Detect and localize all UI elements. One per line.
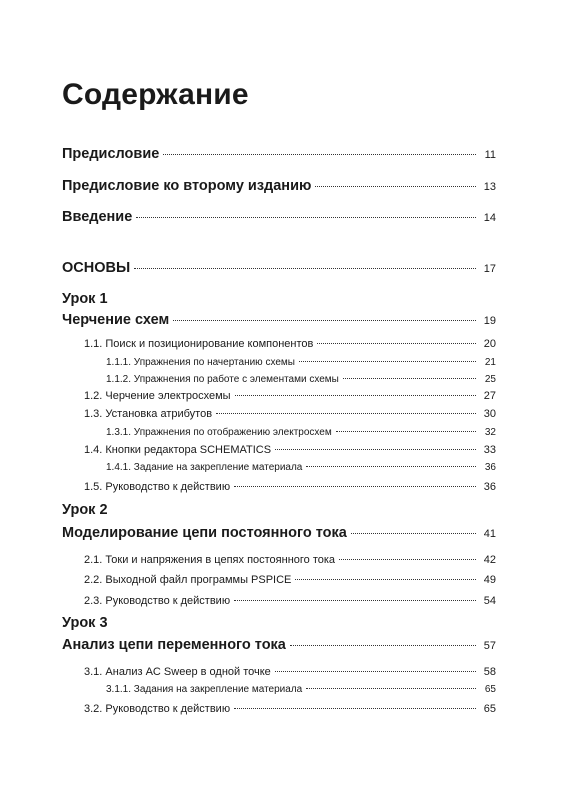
toc-entry-label: ОСНОВЫ <box>62 260 131 276</box>
toc-entry-label: 1.3.1. Упражнения по отображению электросхем <box>106 427 332 438</box>
toc-page-number: 65 <box>484 684 496 695</box>
toc-entry-label: 1.2. Черчение электросхемы <box>84 390 231 402</box>
toc-page-number: 32 <box>484 427 496 438</box>
toc-entry[interactable] <box>84 666 496 678</box>
toc-entry[interactable] <box>84 408 496 420</box>
toc-entry-label: 3.1.1. Задания на закрепление материала <box>106 684 303 695</box>
dot-leader <box>306 466 476 467</box>
toc-entry[interactable] <box>84 444 496 456</box>
dot-leader <box>235 395 476 396</box>
dot-leader <box>134 268 476 269</box>
dot-leader <box>136 217 476 218</box>
toc-page-number: 17 <box>483 263 496 275</box>
toc-entry[interactable] <box>106 427 496 438</box>
toc-entry-preface[interactable] <box>62 146 496 162</box>
dot-leader <box>290 645 476 646</box>
toc-page-number: 27 <box>483 390 496 402</box>
toc-entry[interactable] <box>84 338 496 350</box>
toc-entry[interactable] <box>106 374 496 385</box>
dot-leader <box>163 154 476 155</box>
toc-entry-lesson-title[interactable] <box>62 312 496 328</box>
dot-leader <box>234 486 476 487</box>
dot-leader <box>351 533 476 534</box>
dot-leader <box>275 449 476 450</box>
toc-page-number: 49 <box>483 574 496 586</box>
toc-entry-lesson-title[interactable] <box>62 525 496 541</box>
toc-page-number: 25 <box>484 374 496 385</box>
toc-entry-second-edition-preface[interactable] <box>62 178 496 194</box>
dot-leader <box>173 320 476 321</box>
toc-page-number: 58 <box>483 666 496 678</box>
toc-entry-label: Предисловие <box>62 146 160 162</box>
toc-page-number: 57 <box>483 640 496 652</box>
toc-entry-label: 1.4.1. Задание на закрепление материала <box>106 462 303 473</box>
toc-page-number: 20 <box>483 338 496 350</box>
dot-leader <box>216 413 476 414</box>
toc-page-number: 41 <box>483 528 496 540</box>
toc-entry[interactable] <box>84 390 496 402</box>
toc-page-number: 36 <box>484 462 496 473</box>
dot-leader <box>299 361 476 362</box>
toc-entry[interactable] <box>84 595 496 607</box>
toc-page-number: 36 <box>483 481 496 493</box>
toc-entry[interactable] <box>106 462 496 473</box>
toc-entry-introduction[interactable] <box>62 209 496 225</box>
toc-page-number: 42 <box>483 554 496 566</box>
lesson-heading: Урок 2 <box>62 502 108 518</box>
lesson-heading: Урок 3 <box>62 615 108 631</box>
dot-leader <box>317 343 476 344</box>
toc-entry[interactable] <box>84 481 496 493</box>
toc-page-number: 21 <box>484 357 496 368</box>
toc-entry-part-basics[interactable] <box>62 260 496 276</box>
toc-entry-label: 1.1.2. Упражнения по работе с элементами схемы <box>106 374 339 385</box>
page-title: Содержание <box>62 78 249 111</box>
toc-entry-lesson-title[interactable] <box>62 637 496 653</box>
toc-page-number: 11 <box>484 149 496 161</box>
toc-page-number: 33 <box>483 444 496 456</box>
lesson-heading: Урок 1 <box>62 291 108 307</box>
toc-entry-label: Моделирование цепи постоянного тока <box>62 525 347 541</box>
toc-entry[interactable] <box>84 574 496 586</box>
toc-entry-label: 1.1.1. Упражнения по начертанию схемы <box>106 357 295 368</box>
toc-entry-label: 1.5. Руководство к действию <box>84 481 231 493</box>
dot-leader <box>339 559 476 560</box>
toc-entry[interactable] <box>84 703 496 715</box>
toc-page-number: 19 <box>483 315 496 327</box>
dot-leader <box>315 186 476 187</box>
toc-entry-label: 2.3. Руководство к действию <box>84 595 231 607</box>
toc-entry-label: 3.1. Анализ AC Sweep в одной точке <box>84 666 271 678</box>
toc-entry-label: 2.1. Токи и напряжения в цепях постоянного тока <box>84 554 336 566</box>
dot-leader <box>275 671 476 672</box>
toc-entry[interactable] <box>84 554 496 566</box>
toc-page-number: 54 <box>483 595 496 607</box>
toc-entry-label: 2.2. Выходной файл программы PSPICE <box>84 574 292 586</box>
toc-page-number: 65 <box>483 703 496 715</box>
toc-entry-label: 1.4. Кнопки редактора SCHEMATICS <box>84 444 272 456</box>
toc-page-number: 14 <box>483 212 496 224</box>
toc-entry-label: Введение <box>62 209 133 225</box>
toc-entry-label: Анализ цепи переменного тока <box>62 637 286 653</box>
toc-entry[interactable] <box>106 357 496 368</box>
dot-leader <box>234 600 476 601</box>
dot-leader <box>336 431 476 432</box>
toc-page-number: 13 <box>483 181 496 193</box>
toc-entry-label: Предисловие ко второму изданию <box>62 178 312 194</box>
toc-entry-label: 1.3. Установка атрибутов <box>84 408 213 420</box>
toc-entry[interactable] <box>106 684 496 695</box>
toc-entry-label: 1.1. Поиск и позиционирование компонентов <box>84 338 314 350</box>
dot-leader <box>343 378 476 379</box>
toc-page-number: 30 <box>483 408 496 420</box>
dot-leader <box>306 688 476 689</box>
dot-leader <box>234 708 476 709</box>
toc-entry-label: 3.2. Руководство к действию <box>84 703 231 715</box>
dot-leader <box>295 579 476 580</box>
toc-entry-label: Черчение схем <box>62 312 170 328</box>
